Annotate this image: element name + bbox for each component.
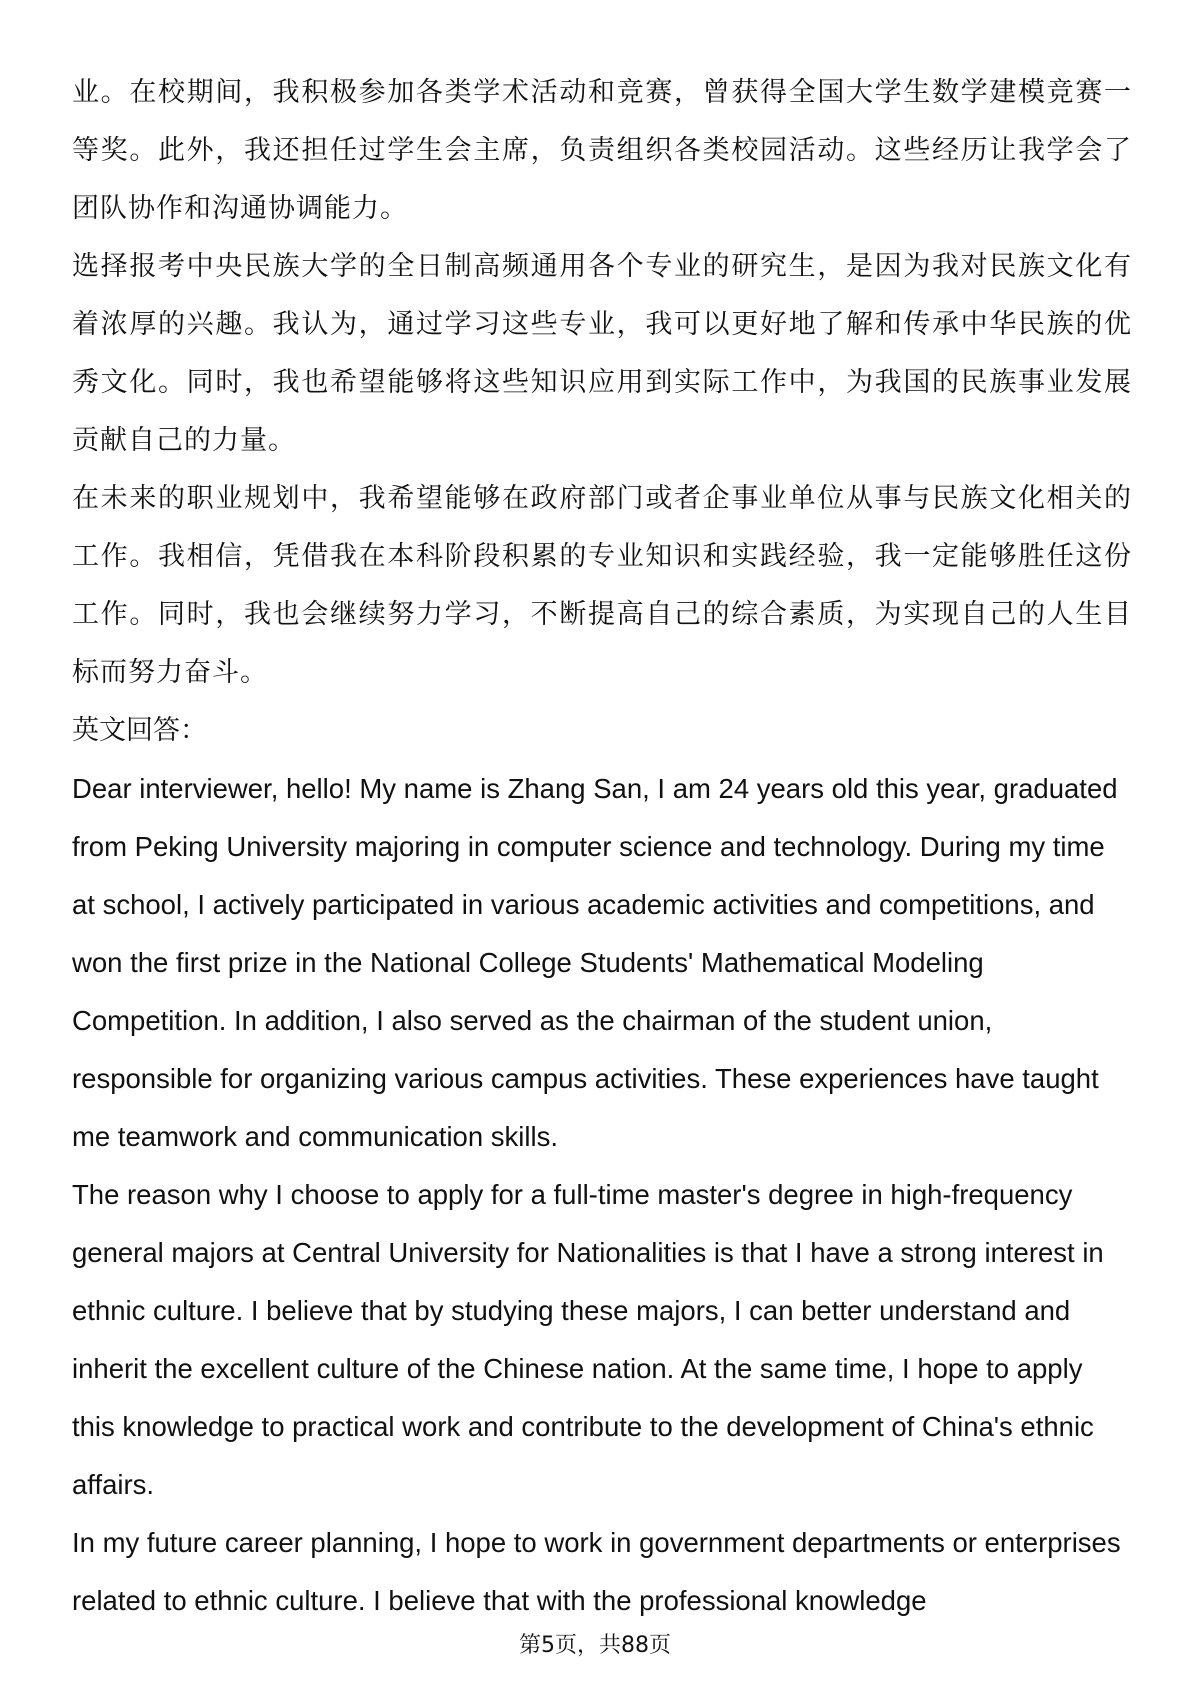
document-body	[72, 64, 1132, 1630]
paragraph-zh-2: 选择报考中央民族大学的全日制高频通用各个专业的研究生，是因为我对民族文化有着浓厚的兴趣。我认为，通过学习这些专业，我可以更好地了解和传承中华民族的优秀文化。同时，我也希望能够将这些知识应用到实际工作中，为我国的民族事业发展贡献自己的力量。	[72, 251, 1132, 456]
page-footer: 第5页，共88页	[519, 1633, 671, 1658]
paragraph-en-3: In my future career planning, I hope to work in government departments or enterprises related to ethnic culture. I believe that with the professional knowledge	[72, 1527, 1121, 1616]
paragraph-zh-3: 在未来的职业规划中，我希望能够在政府部门或者企事业单位从事与民族文化相关的工作。我相信，凭借我在本科阶段积累的专业知识和实践经验，我一定能够胜任这份工作。同时，我也会继续努力学习，不断提高自己的综合素质，为实现自己的人生目标而努力奋斗。	[72, 483, 1132, 688]
english-answer-heading: 英文回答：	[72, 715, 207, 746]
paragraph-en-2: The reason why I choose to apply for a full-time master's degree in high-frequency general majors at Central University for Nationalities is that I have a strong interest in ethnic culture. I believe that by studying these majors, I can better understand and inherit the excellent culture of the Chinese nation. At the same time, I hope to apply this knowledge to practical work and contribute to the development of China's ethnic affairs.	[72, 1179, 1104, 1500]
paragraph-zh-1: 业。在校期间，我积极参加各类学术活动和竞赛，曾获得全国大学生数学建模竞赛一等奖。此外，我还担任过学生会主席，负责组织各类校园活动。这些经历让我学会了团队协作和沟通协调能力。	[72, 77, 1132, 224]
paragraph-en-1: Dear interviewer, hello! My name is Zhang San, I am 24 years old this year, graduated from Peking University majoring in computer science and technology. During my time at school, I actively participated in various academic activities and competitions, and won the first prize in the National College Students' Mathematical Modeling Competition. In addition, I also served as the chairman of the student union, responsible for organizing various campus activities. These experiences have taught me teamwork and communication skills.	[72, 773, 1118, 1152]
